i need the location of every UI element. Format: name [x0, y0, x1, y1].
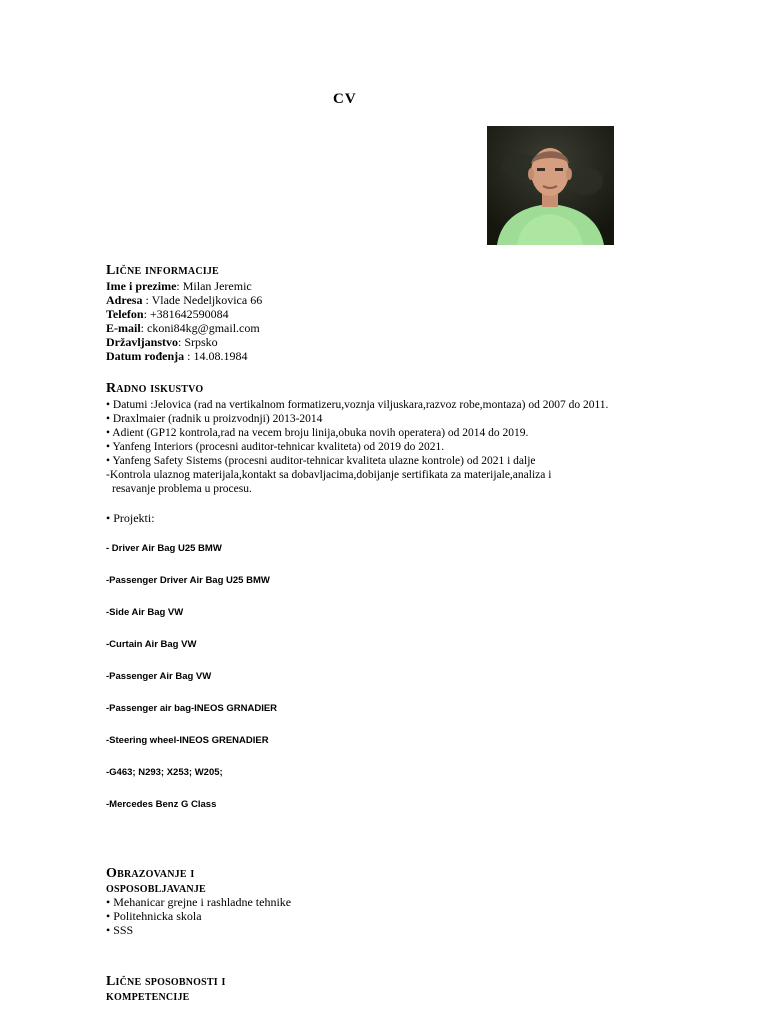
education-line: • SSS	[106, 923, 134, 937]
project-item: -Passenger air bag-INEOS GRNADIER	[106, 703, 278, 714]
document-title: CV	[333, 91, 357, 107]
project-item: - Driver Air Bag U25 BMW	[106, 543, 222, 554]
experience-line: • Yanfeng Safety Sistems (procesni auditor-tehnicar kvaliteta ulazne kontrole) od 2021 i dalje	[106, 455, 536, 467]
project-item: -Passenger Air Bag VW	[106, 671, 212, 682]
experience-line: • Datumi :Jelovica (rad na vertikalnom formatizeru,voznja viljuskara,razvoz robe,montaza) od 2007 do 2011.	[106, 399, 609, 411]
education-block	[106, 895, 291, 937]
project-item: -Steering wheel-INEOS GRENADIER	[106, 735, 269, 746]
personal-field-name: Ime i prezime: Milan Jeremic	[106, 279, 252, 293]
project-item: -Passenger Driver Air Bag U25 BMW	[106, 575, 270, 586]
experience-line: • Draxlmaier (radnik u proizvodnji) 2013-2014	[106, 413, 323, 425]
projects-label: • Projekti:	[106, 511, 155, 525]
personal-field-email: E-mail: ckoni84kg@gmail.com	[106, 321, 260, 335]
education-line: • Politehnicka skola	[106, 909, 202, 923]
education-line: • Mehanicar grejne i rashladne tehnike	[106, 895, 292, 909]
experience-line: • Yanfeng Interiors (procesni auditor-tehnicar kvaliteta) od 2019 do 2021.	[106, 441, 445, 453]
experience-heading: Radno iskustvo	[106, 381, 204, 396]
skills-heading: Lične sposobnosti i kompetencije	[106, 974, 226, 1004]
experience-block	[106, 398, 608, 496]
project-item: -Side Air Bag VW	[106, 607, 184, 618]
education-heading: Obrazovanje i osposobljavanje	[106, 866, 206, 896]
personal-info-heading: Lične informacije	[106, 263, 219, 278]
project-item: -G463; N293; X253; W205;	[106, 767, 223, 778]
personal-field-birthdate: Datum rođenja : 14.08.1984	[106, 349, 248, 363]
experience-line: resavanje problema u procesu.	[112, 483, 252, 495]
experience-line: • Adient (GP12 kontrola,rad na vecem broju linija,obuka novih operatera) od 2014 do 2019.	[106, 427, 529, 439]
project-item: -Curtain Air Bag VW	[106, 639, 197, 650]
personal-field-citizenship: Državljanstvo: Srpsko	[106, 335, 218, 349]
personal-field-phone: Telefon: +381642590084	[106, 307, 229, 321]
experience-line: -Kontrola ulaznog materijala,kontakt sa dobavljacima,dobijanje sertifikata za materijale,analiza i	[106, 469, 552, 481]
personal-info-block	[106, 279, 262, 363]
personal-field-address: Adresa : Vlade Nedeljkovica 66	[106, 293, 263, 307]
project-item: -Mercedes Benz G Class	[106, 799, 217, 810]
profile-photo	[487, 126, 614, 245]
